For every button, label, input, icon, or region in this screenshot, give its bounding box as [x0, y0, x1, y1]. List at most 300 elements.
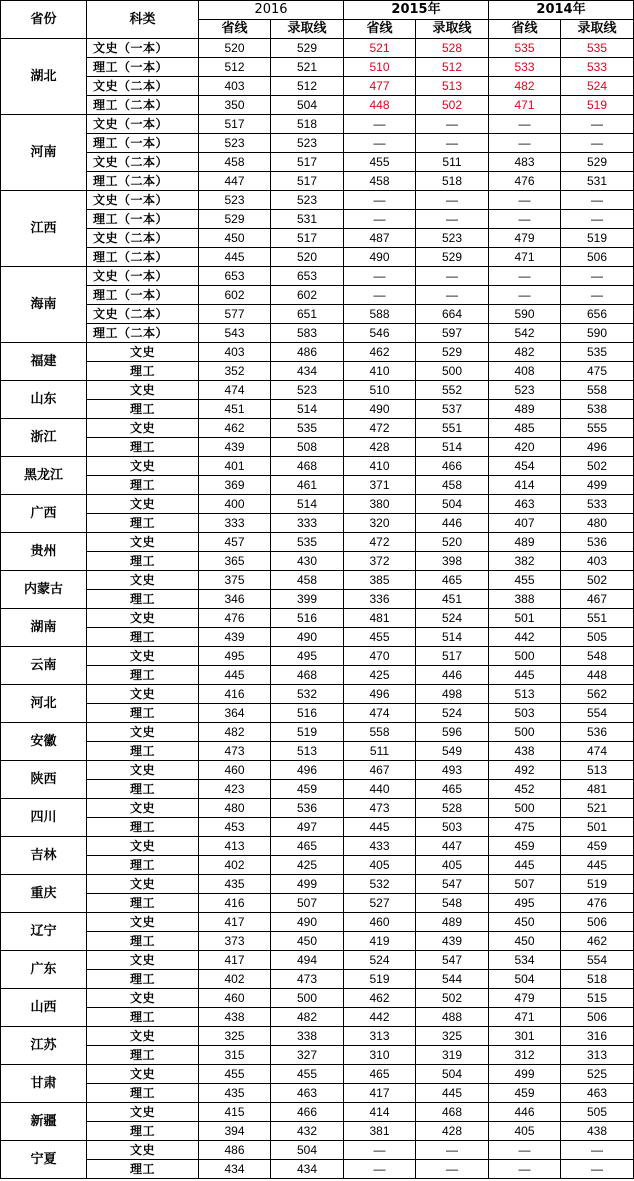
category-cell: 文史 [87, 1027, 199, 1046]
header-admission-line: 录取线 [416, 20, 489, 39]
provincial-line-cell: 458 [344, 172, 416, 191]
provincial-line-cell: 333 [199, 514, 271, 533]
category-cell: 文史 [87, 951, 199, 970]
header-year-2014: 2014年 [489, 1, 634, 20]
provincial-line-cell: 410 [344, 457, 416, 476]
provincial-line-cell: 486 [199, 1141, 271, 1160]
category-cell: 文史 [87, 343, 199, 362]
admission-line-cell: 458 [271, 571, 344, 590]
admission-line-cell: 506 [561, 1008, 634, 1027]
provincial-line-cell: 439 [199, 628, 271, 647]
provincial-line-cell: 492 [489, 761, 561, 780]
provincial-line-cell: 457 [199, 533, 271, 552]
admission-line-cell: 653 [271, 267, 344, 286]
header-year-2015: 2015年 [344, 1, 489, 20]
admission-line-cell: 597 [416, 324, 489, 343]
table-row [1, 780, 634, 799]
admission-line-cell: 555 [561, 419, 634, 438]
provincial-line-cell: 501 [489, 609, 561, 628]
admission-line-cell: — [561, 191, 634, 210]
admission-line-cell: 508 [271, 438, 344, 457]
provincial-line-cell: 403 [199, 343, 271, 362]
admission-line-cell: 468 [271, 457, 344, 476]
provincial-line-cell: 511 [344, 742, 416, 761]
category-cell: 文史 [87, 723, 199, 742]
category-cell: 文史（一本） [87, 39, 199, 58]
admission-line-cell: 445 [416, 1084, 489, 1103]
provincial-line-cell: 521 [344, 39, 416, 58]
province-cell: 安徽 [1, 723, 87, 761]
table-row [1, 381, 634, 400]
category-cell: 理工 [87, 514, 199, 533]
table-row [1, 267, 634, 286]
category-cell: 理工 [87, 666, 199, 685]
category-cell: 理工 [87, 400, 199, 419]
provincial-line-cell: 467 [344, 761, 416, 780]
category-cell: 文史（一本） [87, 191, 199, 210]
provincial-line-cell: 543 [199, 324, 271, 343]
provincial-line-cell: 473 [344, 799, 416, 818]
admission-line-cell: 519 [561, 875, 634, 894]
province-cell: 吉林 [1, 837, 87, 875]
admission-line-cell: 490 [271, 628, 344, 647]
category-cell: 理工 [87, 932, 199, 951]
table-row [1, 571, 634, 590]
provincial-line-cell: 425 [344, 666, 416, 685]
provincial-line-cell: 394 [199, 1122, 271, 1141]
admission-line-cell: 504 [271, 96, 344, 115]
province-cell: 辽宁 [1, 913, 87, 951]
admission-line-cell: 468 [416, 1103, 489, 1122]
provincial-line-cell: — [489, 1141, 561, 1160]
admission-line-cell: 450 [271, 932, 344, 951]
provincial-line-cell: 410 [344, 362, 416, 381]
admission-line-cell: 535 [561, 39, 634, 58]
table-row [1, 343, 634, 362]
header-province: 省份 [1, 1, 87, 39]
admission-line-cell: — [561, 134, 634, 153]
admission-line-cell: — [561, 115, 634, 134]
provincial-line-cell: 499 [489, 1065, 561, 1084]
category-cell: 理工 [87, 1084, 199, 1103]
category-cell: 文史 [87, 419, 199, 438]
provincial-line-cell: 462 [199, 419, 271, 438]
table-row [1, 818, 634, 837]
provincial-line-cell: 483 [489, 153, 561, 172]
table-row [1, 913, 634, 932]
province-cell: 甘肃 [1, 1065, 87, 1103]
table-row [1, 875, 634, 894]
admission-line-cell: 518 [561, 970, 634, 989]
admission-line-cell: 490 [271, 913, 344, 932]
category-cell: 文史 [87, 913, 199, 932]
admission-line-cell: 533 [561, 58, 634, 77]
provincial-line-cell: 452 [489, 780, 561, 799]
provincial-line-cell: 448 [344, 96, 416, 115]
admission-line-cell: 399 [271, 590, 344, 609]
category-cell: 文史（二本） [87, 305, 199, 324]
admission-line-cell: 502 [416, 96, 489, 115]
table-row [1, 191, 634, 210]
category-cell: 理工 [87, 438, 199, 457]
provincial-line-cell: 350 [199, 96, 271, 115]
admission-line-cell: 434 [271, 1160, 344, 1179]
admission-line-cell: — [416, 191, 489, 210]
admission-line-cell: 590 [561, 324, 634, 343]
admission-line-cell: 548 [416, 894, 489, 913]
provincial-line-cell: 402 [199, 970, 271, 989]
admission-line-cell: 520 [416, 533, 489, 552]
category-cell: 文史（二本） [87, 229, 199, 248]
admission-line-cell: 533 [561, 495, 634, 514]
table-row [1, 1103, 634, 1122]
admission-line-cell: 500 [416, 362, 489, 381]
provincial-line-cell: 301 [489, 1027, 561, 1046]
admission-line-cell: 481 [561, 780, 634, 799]
table-row [1, 1141, 634, 1160]
provincial-line-cell: 445 [344, 818, 416, 837]
admission-line-cell: 428 [416, 1122, 489, 1141]
admission-line-cell: 535 [271, 419, 344, 438]
table-row [1, 476, 634, 495]
provincial-line-cell: 439 [199, 438, 271, 457]
category-cell: 理工 [87, 742, 199, 761]
admission-line-cell: 502 [561, 571, 634, 590]
provincial-line-cell: 500 [489, 799, 561, 818]
provincial-line-cell: 523 [199, 134, 271, 153]
provincial-line-cell: 352 [199, 362, 271, 381]
table-row [1, 172, 634, 191]
admission-line-cell: 520 [271, 248, 344, 267]
provincial-line-cell: 419 [344, 932, 416, 951]
table-row [1, 989, 634, 1008]
admission-line-cell: — [561, 267, 634, 286]
category-cell: 文史 [87, 761, 199, 780]
provincial-line-cell: 405 [344, 856, 416, 875]
admission-line-cell: 463 [561, 1084, 634, 1103]
provincial-line-cell: 445 [489, 856, 561, 875]
category-cell: 理工 [87, 362, 199, 381]
provincial-line-cell: 473 [199, 742, 271, 761]
admission-line-cell: 583 [271, 324, 344, 343]
category-cell: 理工（一本） [87, 58, 199, 77]
admission-line-cell: 500 [271, 989, 344, 1008]
admission-line-cell: 521 [561, 799, 634, 818]
admission-line-cell: 516 [271, 704, 344, 723]
header-provincial-line: 省线 [344, 20, 416, 39]
provincial-line-cell: — [489, 134, 561, 153]
admission-line-cell: 523 [416, 229, 489, 248]
provincial-line-cell: 438 [199, 1008, 271, 1027]
province-cell: 河北 [1, 685, 87, 723]
table-row [1, 1046, 634, 1065]
admission-line-cell: 502 [561, 457, 634, 476]
provincial-line-cell: 496 [344, 685, 416, 704]
provincial-line-cell: 588 [344, 305, 416, 324]
table-row [1, 134, 634, 153]
provincial-line-cell: 405 [489, 1122, 561, 1141]
admission-line-cell: 517 [271, 172, 344, 191]
admission-line-cell: 505 [561, 628, 634, 647]
admission-line-cell: 516 [271, 609, 344, 628]
admission-line-cell: 514 [416, 438, 489, 457]
admission-line-cell: 434 [271, 362, 344, 381]
provincial-line-cell: 450 [199, 229, 271, 248]
category-cell: 文史 [87, 875, 199, 894]
admission-line-cell: 494 [271, 951, 344, 970]
provincial-line-cell: 472 [344, 533, 416, 552]
category-cell: 理工 [87, 1008, 199, 1027]
table-body [1, 1, 634, 1179]
category-cell: 文史 [87, 381, 199, 400]
admission-line-cell: 519 [561, 96, 634, 115]
admission-line-cell: 475 [561, 362, 634, 381]
admission-line-cell: — [416, 286, 489, 305]
admission-line-cell: 499 [561, 476, 634, 495]
province-cell: 浙江 [1, 419, 87, 457]
provincial-line-cell: 455 [489, 571, 561, 590]
provincial-line-cell: 434 [199, 1160, 271, 1179]
category-cell: 文史 [87, 533, 199, 552]
admission-line-cell: 459 [561, 837, 634, 856]
table-row [1, 837, 634, 856]
admission-line-cell: 524 [416, 704, 489, 723]
admission-line-cell: 506 [561, 913, 634, 932]
provincial-line-cell: 500 [489, 647, 561, 666]
admission-line-cell: 517 [271, 229, 344, 248]
admission-line-cell: — [416, 267, 489, 286]
admission-line-cell: 474 [561, 742, 634, 761]
provincial-line-cell: — [489, 1160, 561, 1179]
category-cell: 文史 [87, 989, 199, 1008]
table-row [1, 1008, 634, 1027]
admission-line-cell: — [416, 115, 489, 134]
provincial-line-cell: 480 [199, 799, 271, 818]
provincial-line-cell: — [344, 286, 416, 305]
province-cell: 广西 [1, 495, 87, 533]
province-cell: 福建 [1, 343, 87, 381]
provincial-line-cell: 455 [344, 628, 416, 647]
provincial-line-cell: 313 [344, 1027, 416, 1046]
table-row [1, 685, 634, 704]
admission-line-cell: 488 [416, 1008, 489, 1027]
admission-line-cell: 529 [561, 153, 634, 172]
provincial-line-cell: 532 [344, 875, 416, 894]
admission-line-cell: 529 [416, 248, 489, 267]
provincial-line-cell: 474 [199, 381, 271, 400]
provincial-line-cell: 463 [489, 495, 561, 514]
admission-line-cell: 537 [416, 400, 489, 419]
provincial-line-cell: 487 [344, 229, 416, 248]
table-row [1, 761, 634, 780]
admission-line-cell: 519 [561, 229, 634, 248]
admission-line-cell: 554 [561, 704, 634, 723]
admission-line-cell: 512 [416, 58, 489, 77]
province-cell: 新疆 [1, 1103, 87, 1141]
admission-line-cell: 480 [561, 514, 634, 533]
province-cell: 重庆 [1, 875, 87, 913]
category-cell: 文史（一本） [87, 115, 199, 134]
category-cell: 理工 [87, 1046, 199, 1065]
admission-line-cell: 446 [416, 666, 489, 685]
provincial-line-cell: 382 [489, 552, 561, 571]
province-cell: 广东 [1, 951, 87, 989]
provincial-line-cell: 369 [199, 476, 271, 495]
provincial-line-cell: 542 [489, 324, 561, 343]
provincial-line-cell: 372 [344, 552, 416, 571]
provincial-line-cell: 489 [489, 533, 561, 552]
table-row [1, 932, 634, 951]
admission-line-cell: 562 [561, 685, 634, 704]
provincial-line-cell: 507 [489, 875, 561, 894]
admission-line-cell: — [416, 134, 489, 153]
category-cell: 文史 [87, 495, 199, 514]
provincial-line-cell: 460 [199, 989, 271, 1008]
admission-line-cell: 403 [561, 552, 634, 571]
admission-line-cell: 496 [271, 761, 344, 780]
provincial-line-cell: 460 [199, 761, 271, 780]
admission-line-cell: 517 [271, 153, 344, 172]
admission-line-cell: 513 [271, 742, 344, 761]
category-cell: 理工 [87, 590, 199, 609]
category-cell: 文史 [87, 457, 199, 476]
provincial-line-cell: 453 [199, 818, 271, 837]
admission-line-cell: 656 [561, 305, 634, 324]
admission-line-cell: 496 [561, 438, 634, 457]
provincial-line-cell: 510 [344, 58, 416, 77]
admission-line-cell: 535 [271, 533, 344, 552]
provincial-line-cell: 527 [344, 894, 416, 913]
provincial-line-cell: 423 [199, 780, 271, 799]
provincial-line-cell: — [344, 267, 416, 286]
provincial-line-cell: 440 [344, 780, 416, 799]
admission-line-cell: 554 [561, 951, 634, 970]
table-row [1, 115, 634, 134]
provincial-line-cell: 577 [199, 305, 271, 324]
province-cell: 山东 [1, 381, 87, 419]
provincial-line-cell: 416 [199, 894, 271, 913]
admission-line-cell: 524 [416, 609, 489, 628]
admission-line-cell: 525 [561, 1065, 634, 1084]
header-category: 科类 [87, 1, 199, 39]
provincial-line-cell: 465 [344, 1065, 416, 1084]
admission-line-cell: 529 [416, 343, 489, 362]
provincial-line-cell: 415 [199, 1103, 271, 1122]
province-cell: 湖南 [1, 609, 87, 647]
admission-line-cell: 506 [561, 248, 634, 267]
provincial-line-cell: 445 [489, 666, 561, 685]
provincial-line-cell: 375 [199, 571, 271, 590]
province-cell: 四川 [1, 799, 87, 837]
category-cell: 文史 [87, 799, 199, 818]
table-row [1, 1160, 634, 1179]
admission-line-cell: 466 [271, 1103, 344, 1122]
category-cell: 理工 [87, 476, 199, 495]
admission-line-cell: 476 [561, 894, 634, 913]
admission-line-cell: 596 [416, 723, 489, 742]
admission-line-cell: 398 [416, 552, 489, 571]
provincial-line-cell: — [344, 1141, 416, 1160]
header-admission-line: 录取线 [561, 20, 634, 39]
provincial-line-cell: 470 [344, 647, 416, 666]
provincial-line-cell: 371 [344, 476, 416, 495]
admission-line-cell: 531 [561, 172, 634, 191]
province-cell: 内蒙古 [1, 571, 87, 609]
provincial-line-cell: 446 [489, 1103, 561, 1122]
category-cell: 理工（一本） [87, 134, 199, 153]
provincial-line-cell: 400 [199, 495, 271, 514]
admission-line-cell: 519 [271, 723, 344, 742]
provincial-line-cell: 524 [344, 951, 416, 970]
provincial-line-cell: 590 [489, 305, 561, 324]
province-cell: 贵州 [1, 533, 87, 571]
admission-line-cell: 521 [271, 58, 344, 77]
province-cell: 江西 [1, 191, 87, 267]
category-cell: 文史 [87, 1103, 199, 1122]
admission-line-cell: — [561, 1160, 634, 1179]
provincial-line-cell: 519 [344, 970, 416, 989]
admission-line-cell: 514 [271, 400, 344, 419]
admission-line-cell: 507 [271, 894, 344, 913]
provincial-line-cell: 476 [199, 609, 271, 628]
admission-line-cell: 514 [416, 628, 489, 647]
provincial-line-cell: 471 [489, 96, 561, 115]
table-row [1, 400, 634, 419]
provincial-line-cell: 401 [199, 457, 271, 476]
admission-line-cell: 504 [416, 495, 489, 514]
provincial-line-cell: 462 [344, 343, 416, 362]
provincial-line-cell: 403 [199, 77, 271, 96]
provincial-line-cell: 455 [344, 153, 416, 172]
provincial-line-cell: 438 [489, 742, 561, 761]
provincial-line-cell: 495 [199, 647, 271, 666]
provincial-line-cell: 474 [344, 704, 416, 723]
admission-line-cell: 518 [416, 172, 489, 191]
admission-line-cell: 451 [416, 590, 489, 609]
table-row [1, 533, 634, 552]
provincial-line-cell: 558 [344, 723, 416, 742]
provincial-line-cell: 408 [489, 362, 561, 381]
admission-line-cell: 536 [561, 533, 634, 552]
provincial-line-cell: 428 [344, 438, 416, 457]
provincial-line-cell: 402 [199, 856, 271, 875]
admission-line-cell: 499 [271, 875, 344, 894]
category-cell: 理工 [87, 1122, 199, 1141]
admission-line-cell: 497 [271, 818, 344, 837]
provincial-line-cell: 417 [344, 1084, 416, 1103]
provincial-line-cell: 447 [199, 172, 271, 191]
admission-line-cell: 405 [416, 856, 489, 875]
category-cell: 文史 [87, 1065, 199, 1084]
province-cell: 海南 [1, 267, 87, 343]
provincial-line-cell: 346 [199, 590, 271, 609]
provincial-line-cell: 435 [199, 875, 271, 894]
category-cell: 理工（二本） [87, 96, 199, 115]
admission-line-cell: 489 [416, 913, 489, 932]
admission-line-cell: 467 [561, 590, 634, 609]
provincial-line-cell: 529 [199, 210, 271, 229]
admission-line-cell: 438 [561, 1122, 634, 1141]
header-admission-line: 录取线 [271, 20, 344, 39]
provincial-line-cell: 455 [199, 1065, 271, 1084]
admission-line-cell: 462 [561, 932, 634, 951]
category-cell: 文史 [87, 837, 199, 856]
provincial-line-cell: 417 [199, 913, 271, 932]
table-row [1, 153, 634, 172]
provincial-line-cell: 476 [489, 172, 561, 191]
admission-line-cell: 544 [416, 970, 489, 989]
provincial-line-cell: 504 [489, 970, 561, 989]
